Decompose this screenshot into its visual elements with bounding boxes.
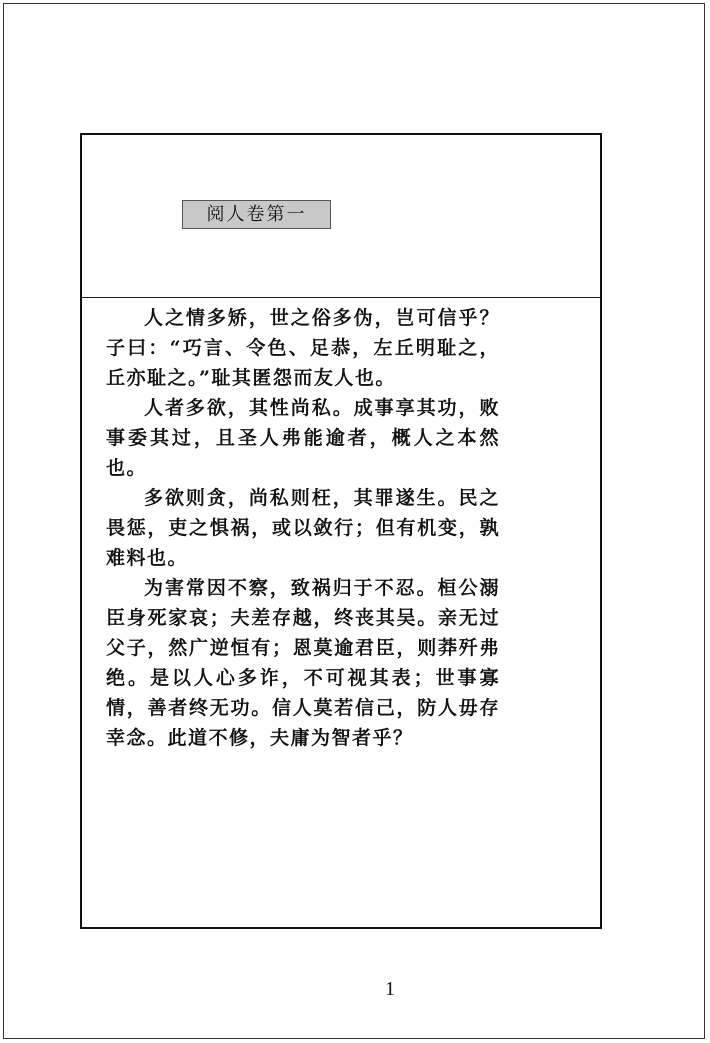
paragraph: 多欲则贪，尚私则枉，其罪遂生。民之畏惩，吏之惧祸，或以敛行；但有机变，孰难料也。 — [106, 487, 500, 569]
header-divider — [82, 297, 600, 298]
paragraph: 人之情多矫，世之俗多伪，岂可信乎？子曰：“巧言、令色、足恭，左丘明耻之，丘亦耻之。”耻其匿怨而友人也。 — [106, 307, 500, 389]
body-text — [106, 303, 500, 753]
page-number: 1 — [385, 978, 395, 1000]
chapter-title: 阅人卷第一 — [182, 200, 331, 229]
paragraph: 人者多欲，其性尚私。成事享其功，败事委其过，且圣人弗能逾者，概人之本然也。 — [106, 397, 500, 479]
paragraph: 为害常因不察，致祸归于不忍。桓公溺臣身死家哀；夫差存越，终丧其吴。亲无过父子，然广逆恒有；恩莫逾君臣，则莽歼弗绝。是以人心多诈，不可视其表；世事寡情，善者终无功。信人莫若信己，防人毋存幸念。此道不修，夫庸为智者乎？ — [106, 577, 500, 749]
